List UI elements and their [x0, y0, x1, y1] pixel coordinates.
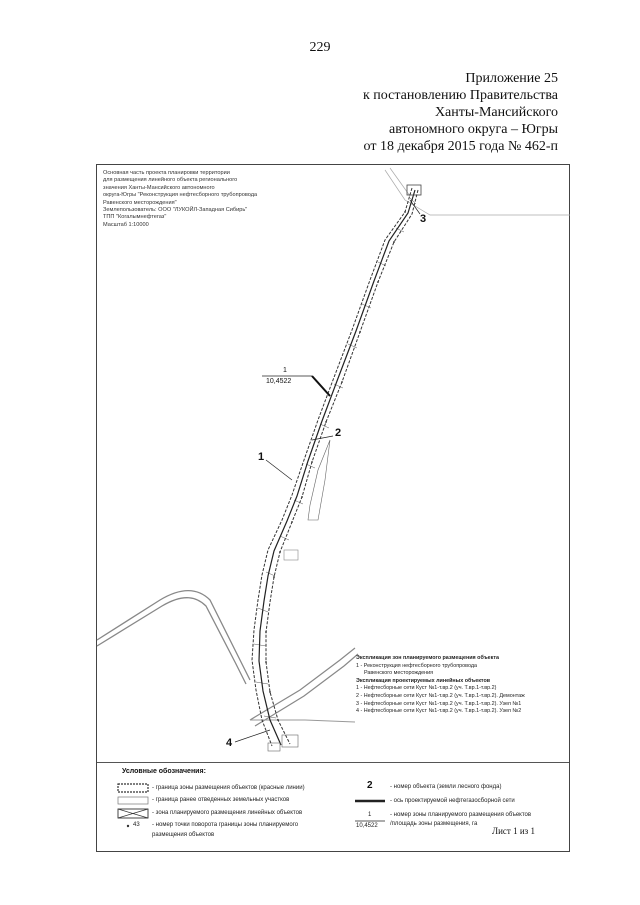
road [250, 720, 355, 722]
appendix-line: автономного округа – Югры [389, 122, 558, 137]
object-label-1: 1 [258, 451, 265, 463]
map-info-line: округа-Югры "Реконструкция нефтесборного трубопровода [103, 192, 258, 199]
leader-line [410, 200, 420, 214]
legend-text-point-cont: размещения объектов [152, 832, 215, 838]
appendix-line: Приложение 25 [465, 71, 558, 86]
legend-text-area-cont: /площадь зоны размещения, га [390, 821, 478, 827]
legend-symbol-red-lines [118, 784, 148, 792]
explication-linear-item: 3 - Нефтесборные сети Куст №1-т.вр.2 (уч. Т.вр.1-т.вр.2). Узел №1 [356, 700, 522, 707]
leader-line [235, 730, 270, 742]
page-number: 229 [309, 40, 331, 55]
map-info-line: значения Ханты-Мансийского автономного [103, 184, 215, 191]
parcel-boundary [284, 550, 298, 560]
map-info-line: Основная часть проекта планировки территории [103, 170, 230, 176]
explication-zone-item: 1 - Реконструкция нефтесборного трубопровода [356, 662, 477, 669]
legend-text-area: - номер зоны планируемого размещения объектов [390, 812, 532, 818]
legend-text-pipeline: - ось проектируемой нефтегазосборной сети [390, 798, 515, 804]
legend-point-number: 43 [133, 822, 140, 828]
parcel-boundary [268, 743, 280, 751]
turning-points [265, 211, 406, 721]
explication-linear-item: 2 - Нефтесборные сети Куст №1-т.вр.2 (уч. Т.вр.1-т.вр.2). Демонтаж [356, 692, 525, 699]
map-info-line: ТПП "Когалымнефтегаз" [103, 214, 167, 221]
legend-text-parcels: - граница ранее отведенных земельных участков [152, 797, 290, 803]
parcel-boundary [282, 735, 298, 747]
legend-text-zone: - зона планируемого размещения линейных объектов [152, 810, 303, 816]
map-info-line: Землепользователь: ООО "ЛУКОЙЛ-Западная Сибирь" [103, 207, 248, 214]
explication-linear-item: 4 - Нефтесборные сети Куст №1-т.вр.2 (уч. Т.вр.1-т.вр.2). Узел №2 [356, 708, 522, 715]
legend-text-obj-number: - номер объекта (земли лесного фонда) [390, 784, 502, 790]
map-info-line: для размещения линейного объекта регионального [103, 177, 238, 184]
area-callout-value: 10,4522 [266, 378, 292, 385]
appendix-line: к постановлению Правительства [362, 88, 558, 103]
appendix-line: от 18 декабря 2015 года № 462-п [363, 139, 558, 154]
object-label-2: 2 [335, 427, 342, 439]
sheet-number: Лист 1 из 1 [492, 826, 535, 836]
object-label-3: 3 [420, 213, 427, 225]
leader-line [266, 460, 292, 480]
explication-zone-item-cont: Равенского месторождения [364, 670, 434, 677]
explication-linear-item: 1 - Нефтесборные сети Куст №1-т.вр.2 (уч. Т.вр.1-т.вр.2) [356, 685, 497, 692]
map-info-line: Масштаб 1:10000 [103, 221, 149, 228]
legend-text-point: - номер точки поворота границы зоны планируемого [152, 822, 299, 828]
map-info-line: Равенского месторождения" [103, 199, 177, 206]
explication-block [356, 655, 566, 716]
legend-area-sample-value: 10,4522 [356, 823, 378, 829]
legend-divider [97, 762, 569, 763]
road [97, 598, 246, 684]
road [97, 591, 250, 680]
map-info [103, 170, 303, 229]
legend-area-sample-number: 1 [368, 812, 372, 818]
road [385, 170, 570, 215]
area-callout-number: 1 [283, 367, 287, 374]
area-callout-leader [312, 376, 330, 396]
explication-zones-title: Экспликация зон планируемого размещения объекта [356, 655, 499, 661]
zone-hatching [254, 198, 416, 718]
appendix-line: Ханты-Мансийского [434, 105, 558, 120]
explication-linear-title: Экспликация проектируемых линейных объектов [356, 677, 491, 684]
leader-line [312, 436, 333, 440]
legend-symbol-parcels [118, 797, 148, 804]
legend-object-number-sample: 2 [367, 780, 373, 791]
legend-title: Условные обозначения: [122, 768, 206, 775]
object-label-4: 4 [226, 737, 233, 749]
road [255, 654, 358, 726]
legend-symbol-point [127, 825, 129, 827]
legend-text-red-lines: - граница зоны размещения объектов (красные линии) [152, 785, 305, 791]
